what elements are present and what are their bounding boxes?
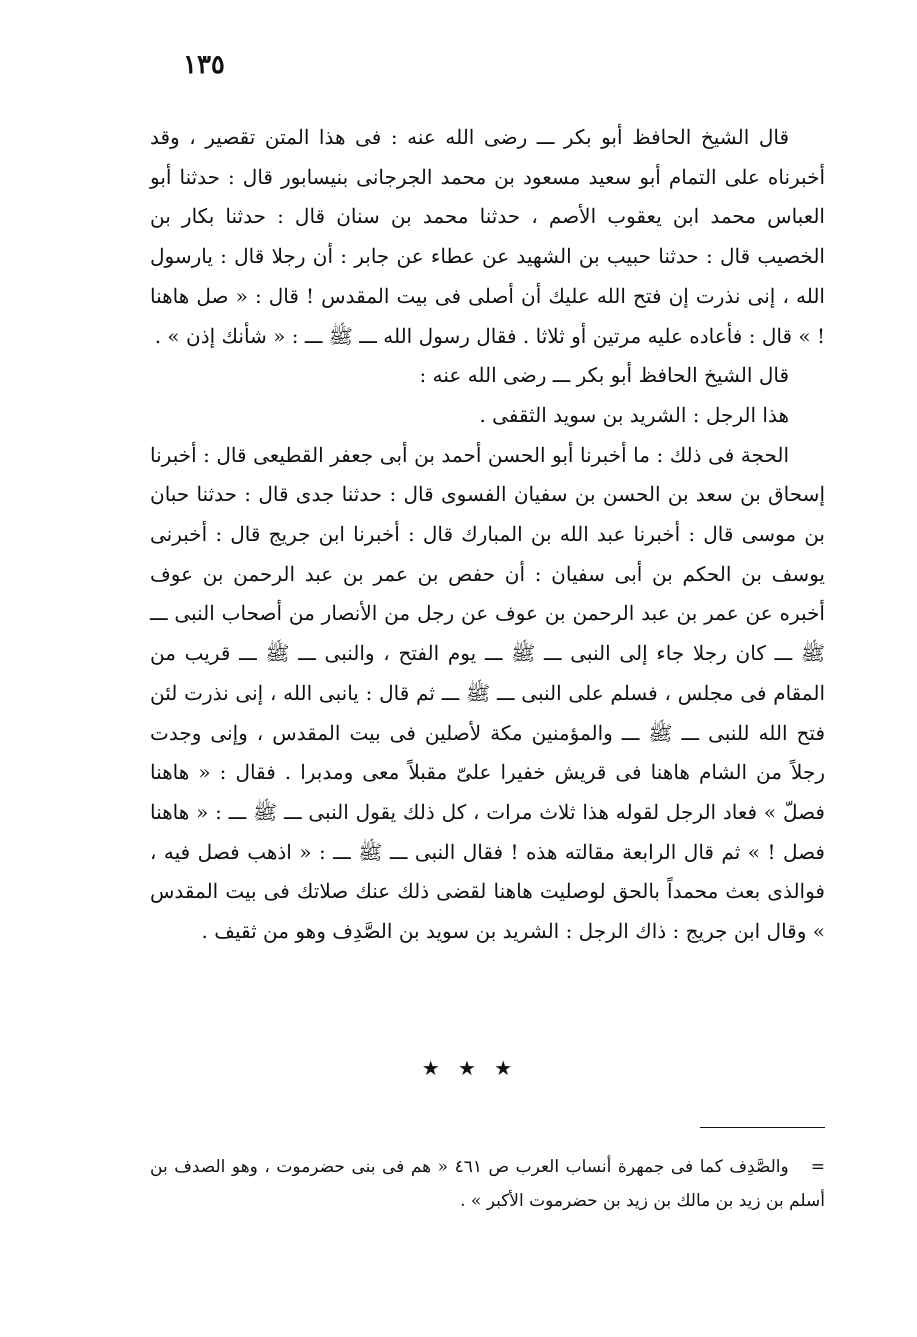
- page-number: ١٣٥: [183, 50, 225, 80]
- paragraph-4: الحجة فى ذلك : ما أخبرنا أبو الحسن أحمد بن أبى جعفر القطيعى قال : أخبرنا إسحاق بن سعد بن الحسن بن سفيان الفسوى قال : حدثنا جدى قال : حدثنا حبان بن موسى قال : أخبرنا عبد الله بن المبارك قال : أخبرنا ابن جريج قال : أخبرنى يوسف بن الحكم بن أبى سفيان : أن حفص بن عمر بن عبد الرحمن بن عوف أخبره عن عمر بن عبد الرحمن بن عوف عن رجل من الأنصار من أصحاب النبى ـــ ﷺ ـــ كان رجلا جاء إلى النبى ـــ ﷺ ـــ يوم الفتح ، والنبى ـــ ﷺ ـــ قريب من المقام فى مجلس ، فسلم على النبى ـــ ﷺ ـــ ثم قال : يانبى الله ، إنى نذرت لئن فتح الله للنبى ـــ ﷺ ـــ والمؤمنين مكة لأصلين فى بيت المقدس ، وإنى وجدت رجلاً من الشام هاهنا فى قريش خفيرا علىّ مقبلاً معى ومدبرا . فقال : « هاهنا فصلّ » فعاد الرجل لقوله هذا ثلاث مرات ، كل ذلك يقول النبى ـــ ﷺ ـــ : « هاهنا فصل ! » ثم قال الرابعة مقالته هذه ! فقال النبى ـــ ﷺ ـــ : « اذهب فصل فيه ، فوالذى بعث محمداً بالحق لوصليت هاهنا لقضى ذلك عنك صلاتك فى بيت المقدس » وقال ابن جريج : ذاك الرجل : الشريد بن سويد بن الصَّدِف وهو من ثقيف .: [150, 442, 826, 944]
- footnote-rule: [700, 1127, 825, 1128]
- paragraph-1: قال الشيخ الحافظ أبو بكر ـــ رضى الله عنه : فى هذا المتن تقصير ، وقد أخبرناه على التمام أبو سعيد مسعود بن محمد الجرجانى بنيسابور قال : حدثنا أبو العباس محمد ابن يعقوب الأصم ، حدثنا محمد بن سنان قال : حدثنا بكار بن الخصيب قال : حدثنا حبيب بن الشهيد عن عطاء عن جابر : أن رجلا قال : يارسول الله ، إنى نذرت إن فتح الله عليك أن أصلى فى بيت المقدس ! قال : « صل هاهنا ! » قال : فأعاده عليه مرتين أو ثلاثا . فقال رسول الله ـــ ﷺ ـــ : « شأنك إذن » .: [150, 125, 825, 348]
- footnote-marker: =: [810, 1157, 825, 1177]
- paragraph-3: هذا الرجل : الشريد بن سويد الثقفى .: [479, 402, 789, 427]
- footnote-text: والصَّدِف كما فى جمهرة أنساب العرب ص ٤٦١ « هم فى بنى حضرموت ، وهو الصدف بن أسلم بن زيد بن مالك بن زيد بن حضرموت الأكبر » .: [150, 1157, 825, 1211]
- section-separator: ★ ★ ★: [421, 1056, 519, 1080]
- paragraph-2: قال الشيخ الحافظ أبو بكر ـــ رضى الله عنه :: [419, 363, 789, 388]
- footnote: [150, 1150, 825, 1218]
- main-text: [150, 118, 825, 952]
